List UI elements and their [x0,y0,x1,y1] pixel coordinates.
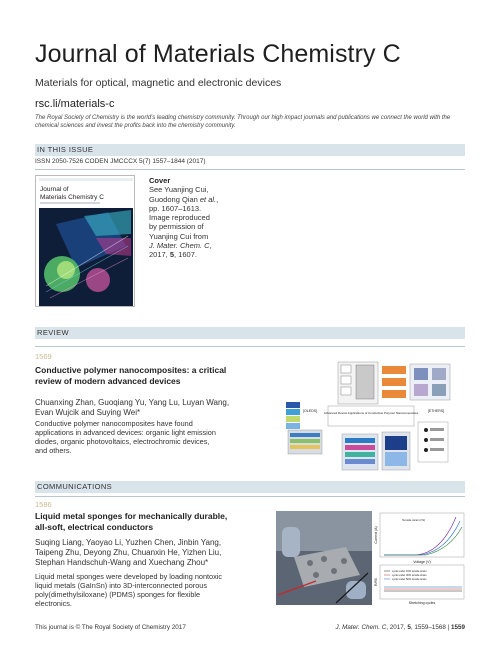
journal-url[interactable]: rsc.li/materials-c [35,98,115,110]
cover-illustration [36,176,135,307]
figure-left-label: [OLEDS] [303,409,317,413]
review-graphical-abstract [284,360,462,475]
communications-title[interactable]: Liquid metal sponges for mechanically durable, all-soft, electrical conductors [35,511,228,532]
cover-image-title-1: Journal of [40,186,69,193]
communications-abstract: Liquid metal sponges were developed by loading nontoxic liquid metals (GaInSn) into 3D-interconnected porous poly(dimethylsiloxane) (PDMS) sponges for flexible electronics. [35,572,223,608]
chart2-legend-3: cycle under 50% tensile strain [392,578,427,581]
divider [35,346,465,347]
footer-citation: J. Mater. Chem. C, 2017, 5, 1559–1568 | 1559 [335,624,465,631]
cover-line: Image reproduced [149,213,210,223]
review-title[interactable]: Conductive polymer nanocomposites: a critical review of modern advanced devices [35,365,227,386]
chart2-xlabel: Stretching cycles [408,601,436,605]
section-label: REVIEW [37,328,69,337]
section-bar-communications [35,481,465,493]
footer-copyright: This journal is © The Royal Society of Chemistry 2017 [35,624,186,631]
communications-authors: Suqing Liang, Yaoyao Li, Yuzhen Chen, Jinbin Yang, Taipeng Zhu, Deyong Zhu, Chuanxin He, Yizhen Liu, Stephan Handschuh-Wang and Xuechang Zhou* [35,538,222,567]
section-bar-review [35,327,465,339]
cover-description [149,176,239,260]
cover-line: See Yuanjing Cui, [149,185,209,195]
review-authors: Chuanxing Zhan, Guoqiang Yu, Yang Lu, Luyan Wang, Evan Wujcik and Suying Wei* [35,398,230,417]
divider [35,496,465,497]
chart2-legend-1: cycle under 10% tensile strain [392,570,427,573]
figure-right-label: [ETHERS] [427,409,445,413]
cover-line: 2017, 5, 1607. [149,250,197,260]
chart2-ylabel: R/R0 [374,578,378,586]
chart1-ylabel: Current (A) [374,526,378,544]
cover-line: Yuanjing Cui from [149,231,209,241]
section-label: COMMUNICATIONS [37,482,113,491]
cover-image-title-2: Materials Chemistry C [40,194,104,201]
intro-text: The Royal Society of Chemistry is the world's leading chemistry community. Through our high impact journals and publications we connect the world with the chemical sciences and invest the profits back into the chemistry community. [35,115,451,129]
section-label: IN THIS ISSUE [37,145,94,154]
cover-line: by permission of [149,222,204,232]
review-page-number: 1569 [35,352,52,361]
issn-line: ISSN 2050-7526 CODEN JMCCCX 5(7) 1557–1844 (2017) [35,158,206,165]
review-abstract: Conductive polymer nanocomposites have found applications in advanced devices: organic light emission diodes, organic photovoltaics, electrochromic devices, and others. [35,419,216,455]
divider [35,169,465,170]
chart1-xlabel: Voltage (V) [413,560,431,564]
cover-line: pp. 1607–1613. [149,203,202,213]
cover-heading: Cover [149,176,171,185]
journal-title: Journal of Materials Chemistry C [35,40,401,68]
chart2-legend-2: cycle under 30% tensile strain [392,574,427,577]
cover-image [35,175,135,307]
chart1-legend: Tensile strain (%) [402,518,426,522]
section-bar-in-this-issue [35,144,465,156]
figure-center-text: Advanced Device Applications of Conductive Polymer Nanocomposites [323,411,419,415]
journal-subtitle: Materials for optical, magnetic and electronic devices [35,77,282,89]
cover-line: Guodong Qian et al., [149,194,219,204]
communications-graphical-abstract [276,511,466,605]
communications-page-number: 1586 [35,500,52,509]
footer-page-number: 1559 [450,624,465,631]
cover-line: J. Mater. Chem. C, [149,241,212,251]
